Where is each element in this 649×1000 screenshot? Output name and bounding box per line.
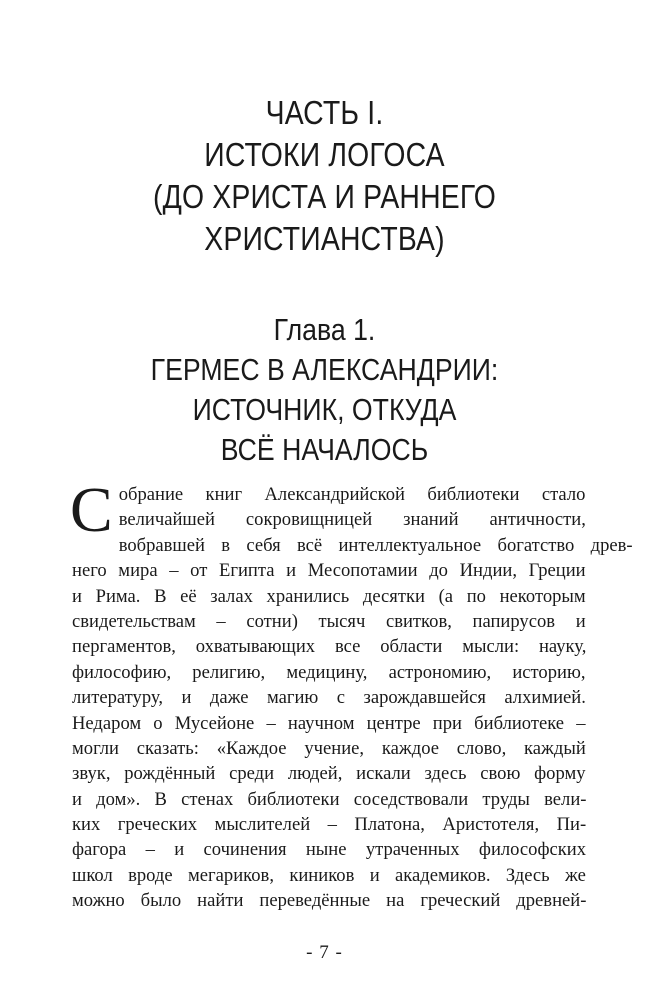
part-title-line: (ДО ХРИСТА И РАННЕГО — [152, 178, 497, 215]
body-line: свидетельствам – сотни) тысяч свитков, папирусов и — [72, 610, 586, 632]
drop-cap-indented-lines — [119, 482, 586, 533]
page-number: - 7 - — [306, 942, 343, 963]
part-title — [45, 92, 603, 260]
part-title-line: ЧАСТЬ I. — [265, 94, 384, 131]
body-line: ких греческих мыслителей – Платона, Аристотеля, Пи- — [72, 814, 587, 836]
chapter-title-line: ВСЁ НАЧАЛОСЬ — [220, 432, 429, 467]
body-line: философию, религию, медицину, астрономию, историю, — [72, 661, 586, 683]
part-title-line: ХРИСТИАНСТВА) — [204, 220, 445, 257]
body-line: величайшей сокровищницей знаний античности, — [118, 509, 586, 531]
body-line: Недаром о Мусейоне – научном центре при библиотеке – — [72, 712, 586, 734]
part-title-line: ИСТОКИ ЛОГОСА — [204, 136, 445, 173]
chapter-title — [45, 350, 603, 470]
body-line: фагора – и сочинения ныне утраченных философских — [72, 839, 587, 861]
body-line: могли сказать: «Каждое учение, каждое слово, каждый — [72, 737, 586, 759]
chapter-label: Глава 1. — [273, 312, 376, 347]
body-line: обрание книг Александрийской библиотеки стало — [118, 484, 586, 505]
body-text — [70, 474, 633, 914]
body-line: можно было найти переведённые на греческий древней- — [72, 890, 587, 912]
body-line: него мира – от Египта и Месопотамии до Индии, Греции — [72, 560, 586, 582]
body-line: литературу, и даже магию с зарождавшейся алхимией. — [72, 687, 586, 709]
chapter-title-line: ИСТОЧНИК, ОТКУДА — [192, 392, 457, 427]
body-line: звук, рождённый среди людей, искали здесь свою форму — [72, 763, 586, 785]
drop-cap: С — [70, 474, 113, 545]
body-line: вобравшей в себя всё интеллектуальное богатство древ- — [118, 534, 633, 556]
body-line: школ вроде мегариков, киников и академиков. Здесь же — [72, 864, 586, 886]
body-line: и Рима. В её залах хранились десятки (а по некоторым — [72, 585, 586, 607]
body-line: пергаментов, охватывающих все области мысли: науку, — [72, 636, 587, 658]
chapter-title-line: ГЕРМЕС В АЛЕКСАНДРИИ: — [150, 352, 499, 387]
body-line: и дом». В стенах библиотеки соседствовали труды вели- — [72, 788, 587, 810]
